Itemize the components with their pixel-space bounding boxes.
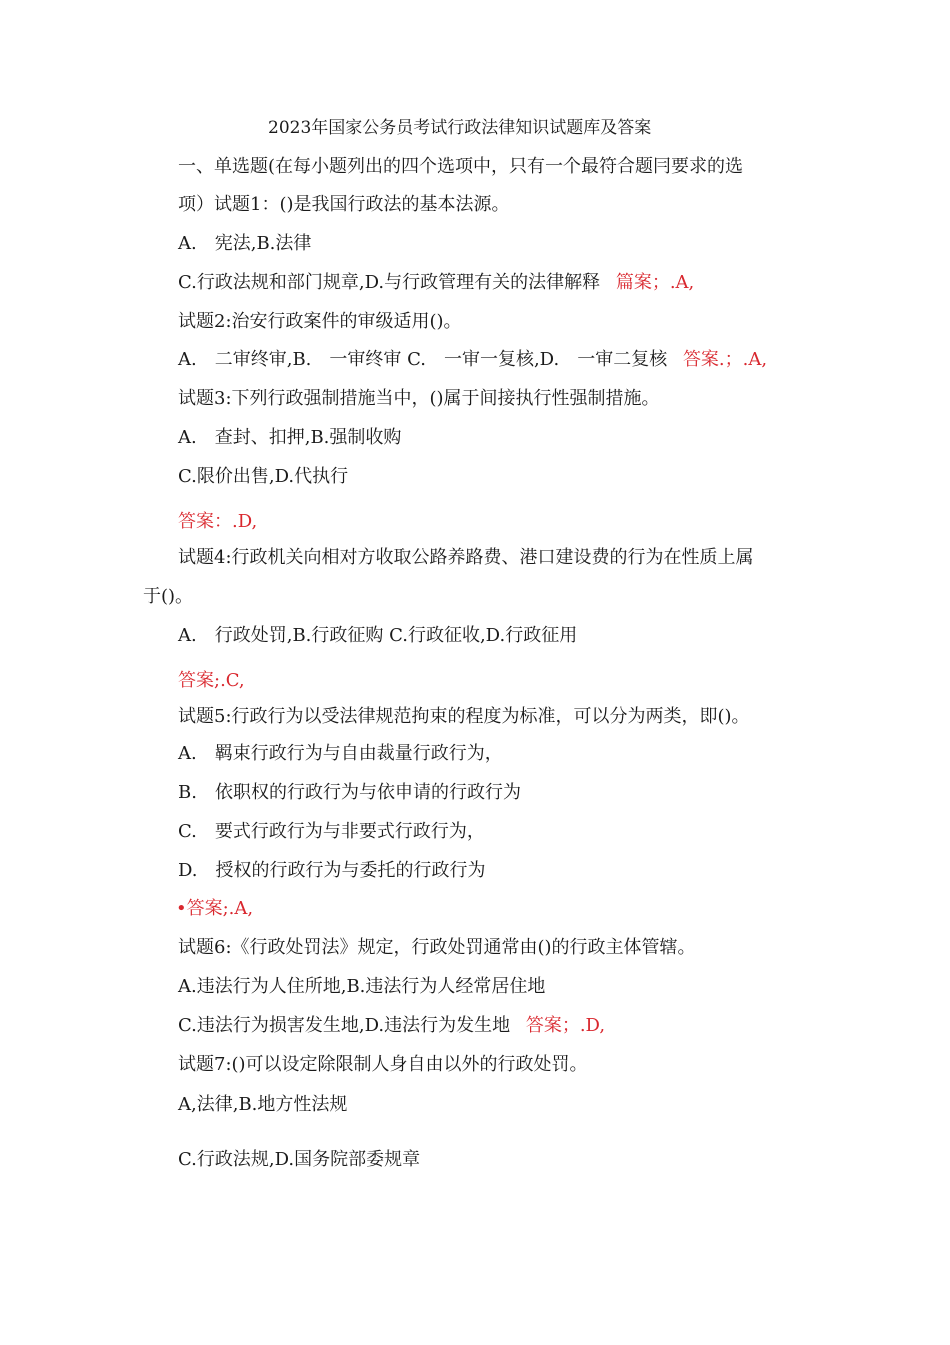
q7-stem: 试题7:()可以设定除限制人身自由以外的行政处罚。 (178, 1054, 588, 1075)
q1-options-cd-text: C.行政法规和部门规章,D.与行政管理有关的法律解释 (178, 272, 601, 293)
q6-stem: 试题6:《行政处罚法》规定，行政处罚通常由()的行政主体管辖。 (178, 937, 696, 958)
q6-options-cd (178, 1014, 605, 1038)
q2-stem: 试题2:治安行政案件的审级适用()。 (178, 311, 462, 332)
q1-options-cd (178, 271, 694, 295)
q6-options-cd-text: C.违法行为损害发生地,D.违法行为发生地 (178, 1015, 511, 1036)
q5-option-c: C. 要式行政行为与非要式行政行为， (178, 821, 485, 842)
q3-options-ab: A. 查封、扣押,B.强制收购 (178, 427, 402, 448)
q2-answer: 答案.；.A, (682, 349, 768, 370)
q7-options-cd: C.行政法规,D.国务院部委规章 (178, 1149, 421, 1170)
q5-stem: 试题5:行政行为以受法律规范拘束的程度为标准，可以分为两类，即()。 (178, 706, 750, 727)
q1-answer: 篇案；.A, (615, 272, 695, 293)
q4-stem-line2: 于()。 (143, 586, 194, 607)
q4-options: A. 行政处罚,B.行政征购 C.行政征收,D.行政征用 (178, 625, 578, 646)
q2-options-text: A. 二审终审,B. 一审终审 C. 一审一复核,D. 一审二复核 (178, 349, 668, 370)
q7-options-ab: A,法律,B.地方性法规 (178, 1094, 348, 1115)
section-heading-line1: 一、单选题(在每小题列出的四个选项中，只有一个最符合题冃要求的选 (178, 156, 744, 177)
q6-options-ab: A.违法行为人住所地,B.违法行为人经常居住地 (178, 976, 546, 997)
q3-answer: 答案：.D, (178, 511, 258, 532)
q5-answer: •答案;.A, (176, 898, 254, 919)
q5-option-d: D. 授权的行政行为与委托的行政行为 (178, 860, 486, 881)
q5-option-b: B. 依职权的行政行为与依申请的行政行为 (178, 782, 521, 803)
q3-options-cd: C.限价出售,D.代执行 (178, 466, 349, 487)
q5-option-a: A. 羁束行政行为与自由裁量行政行为， (178, 743, 503, 764)
q3-stem: 试题3:下列行政强制措施当中，()属于间接执行性强制措施。 (178, 388, 660, 409)
q2-options (178, 348, 767, 372)
q4-stem-line1: 试题4:行政机关向相对方收取公路养路费、港口建设费的行为在性质上属 (178, 547, 754, 568)
q1-options-ab: A. 宪法,B.法律 (178, 233, 312, 254)
document-title: 2023年国家公务员考试行政法律知识试题库及答案 (268, 118, 652, 138)
section-heading-line2: 项）试题1：()是我国行政法的基本法源。 (178, 194, 510, 215)
q6-answer: 答案；.D, (525, 1015, 606, 1036)
q4-answer: 答案;.C, (178, 670, 245, 691)
